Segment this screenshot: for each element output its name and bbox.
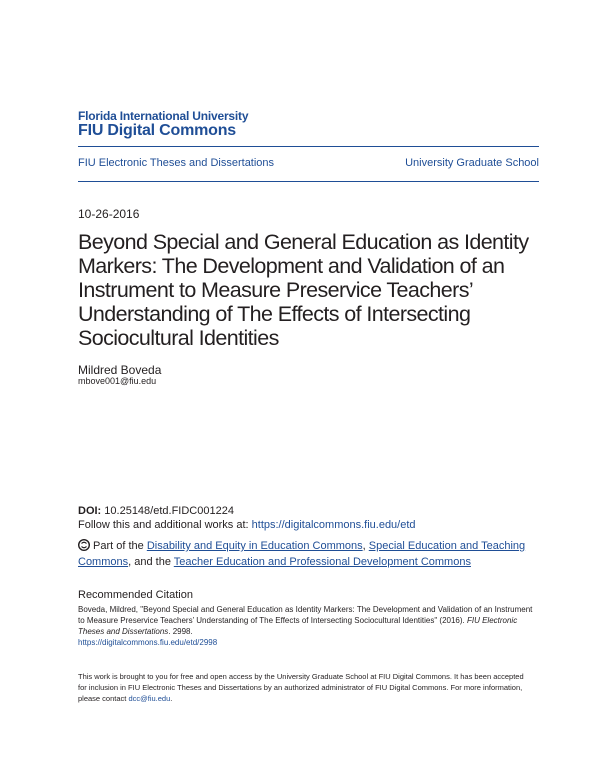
title-line: Sociocultural Identities <box>78 326 279 350</box>
special-education-commons-link-cont[interactable]: Commons <box>78 556 129 568</box>
author-name: Mildred Boveda <box>78 363 162 377</box>
footer-end: . <box>170 694 173 703</box>
university-name[interactable]: Florida International University <box>78 109 249 123</box>
repository-name[interactable]: FIU Digital Commons <box>78 122 236 139</box>
follow-line <box>78 519 416 531</box>
title-line: Beyond Special and General Education as Identity <box>78 230 529 254</box>
title-line: Markers: The Development and Validation of an <box>78 254 505 278</box>
author-email: mbove001@fiu.edu <box>78 376 157 386</box>
header-rule-bottom <box>78 181 539 182</box>
citation-series: FIU Electronic Theses and Dissertations <box>78 616 518 636</box>
doi-value: 10.25148/etd.FIDC001224 <box>101 505 234 517</box>
citation-body: Boveda, Mildred, "Beyond Special and General Education as Identity Markers: The Development and Validation of an Instrument to Measure Preservice Teachers’ Understanding of The Effects of Intersecting Sociocultural Identities" (2016). <box>78 605 533 625</box>
school-link[interactable]: University Graduate School <box>405 157 539 169</box>
part-of-block <box>78 539 548 569</box>
title-line: Instrument to Measure Preservice Teachers’ <box>78 278 474 302</box>
sep: , <box>362 540 369 552</box>
citation-url[interactable]: https://digitalcommons.fiu.edu/etd/2998 <box>78 638 218 647</box>
paper-title <box>78 230 548 350</box>
commons-icon <box>78 539 90 555</box>
part-of-prefix: Part of the <box>93 540 147 552</box>
teacher-education-commons-link[interactable]: Teacher Education and Professional Development Commons <box>173 556 471 568</box>
publication-date: 10-26-2016 <box>78 207 140 221</box>
special-education-commons-link[interactable]: Special Education and Teaching <box>368 540 526 552</box>
title-line: Understanding of The Effects of Intersecting <box>78 302 471 326</box>
contact-email-link[interactable]: dcc@fiu.edu <box>128 694 171 703</box>
doi-label: DOI: <box>78 505 102 517</box>
disability-commons-link[interactable]: Disability and Equity in Education Commons <box>146 540 363 552</box>
sep: , and the <box>128 556 174 568</box>
citation-text <box>78 604 533 648</box>
collection-link[interactable]: FIU Electronic Theses and Dissertations <box>78 157 275 169</box>
citation-number: . 2998. <box>168 627 193 636</box>
doi-line <box>78 505 234 517</box>
follow-text: Follow this and additional works at: <box>78 519 252 531</box>
footer-text: This work is brought to you for free and open access by the University Graduate School at FIU Digital Commons. It has been accepted for inclusion in FIU Electronic Theses and Dissertations by an authorized administrator of FIU Digital Commons. For more information, please contact <box>78 672 524 703</box>
recommended-citation-heading: Recommended Citation <box>78 589 193 601</box>
follow-link[interactable]: https://digitalcommons.fiu.edu/etd <box>251 519 416 531</box>
footer-notice <box>78 671 533 704</box>
header-rule <box>78 146 539 147</box>
